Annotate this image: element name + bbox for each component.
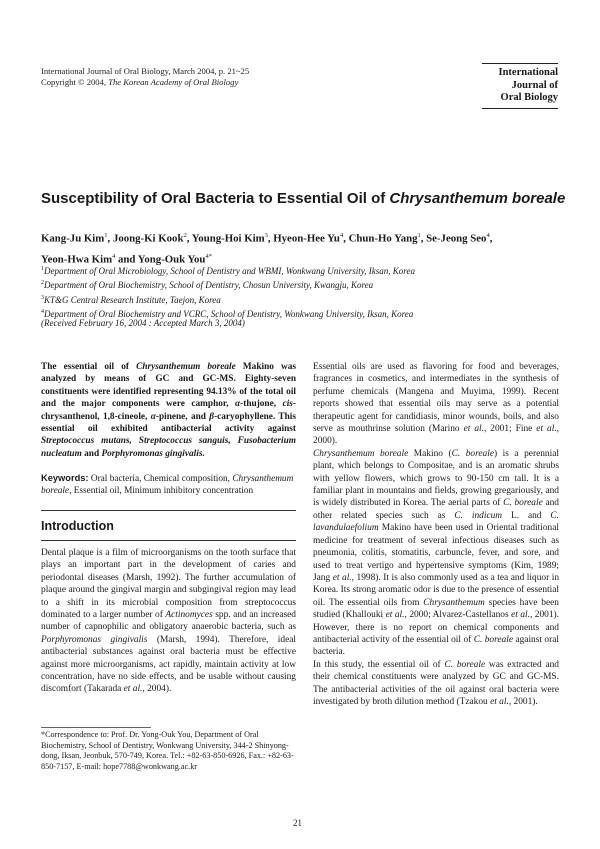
italic-run: C. lavandulaefolium bbox=[313, 510, 559, 534]
italic-run: Chrysanthemum boreale bbox=[41, 474, 294, 497]
author-name: Chun-Ho Yang bbox=[348, 232, 418, 245]
text-run: spp. and an increased number of capnophilic and obligatory anaerobic bacteria, such as bbox=[41, 610, 296, 633]
author-name: Joong-Ki Kook bbox=[112, 232, 184, 245]
introduction-paragraph bbox=[41, 547, 296, 696]
text-run: , 2000; Alvarez-Castellanos bbox=[404, 610, 512, 621]
text-run: and other related species such as bbox=[313, 498, 559, 521]
right-column-text bbox=[313, 361, 559, 708]
affiliation-text: Department of Oral Microbiology, School of Dentistry and WBMI, Wonkwang University, Iksan, Korea bbox=[44, 266, 415, 276]
journal-citation: International Journal of Oral Biology, March 2004, p. 21~25 bbox=[41, 66, 250, 76]
italic-run: Chrysanthemum bbox=[423, 597, 485, 608]
text-run: -caryophyllene. This essential oil exhibited antibacterial activity against bbox=[41, 411, 296, 435]
introduction-heading: Introduction bbox=[41, 519, 114, 533]
article-title bbox=[41, 190, 566, 207]
italic-run: et al. bbox=[490, 696, 509, 707]
paragraph bbox=[313, 361, 559, 448]
text-run: was extracted and their chemical constituents were analyzed by GC and GC-MS. The antibacterial activities of the oil against oral bacteria were investigated by broth dilution method (Tzakou bbox=[313, 659, 559, 707]
text-run: Essential oils are used as flavoring for food and beverages, fragrances in cosmetics, and intermediates in the synthesis of perfume chemicals (Mangena and Muyima, 1999). Recent reports showed that essential oils may serve as a potential therapeutic agent for candidiasis, minor wounds, boils, and also serve as mouthrinse solution (Marino bbox=[313, 362, 559, 435]
affiliation-text: KT&G Central Research Institute, Taejon, Korea bbox=[44, 294, 221, 305]
italic-run: β bbox=[209, 411, 215, 422]
affiliation-text: Department of Oral Biochemistry, School of Dentistry, Chosun University, Kwangju, Korea bbox=[44, 280, 374, 291]
italic-run: et al. bbox=[332, 572, 352, 583]
correspondence-footnote: *Correspondence to: Prof. Dr. Yong-Ouk You, Department of Oral Biochemistry, School of Dentistry, Wonkwang University, 344-2 Shinyong-dong, Iksan, Jeonbuk, 570-749, Korea. Tel.: +82-63-850-6926, Fax.: +82-63-850-7157, E-mail: hope7788@wonkwang.ac.kr bbox=[41, 730, 294, 771]
author-name: Yong-Ouk You bbox=[137, 253, 206, 266]
text-run: L. and bbox=[502, 510, 551, 521]
text-run: against oral bacteria. bbox=[313, 634, 559, 658]
journal-name-line: Oral Biology bbox=[500, 92, 558, 103]
italic-run: Porphyromonas gingivalis bbox=[41, 634, 148, 645]
italic-run: Streptococcus mutans, Streptococcus sanguis, Fusobacterium nucleatum bbox=[41, 436, 296, 459]
affiliation-list bbox=[41, 263, 561, 320]
affiliation bbox=[41, 263, 561, 277]
copyright-line bbox=[41, 77, 249, 88]
paragraph bbox=[313, 448, 559, 659]
copyright-symbol: © bbox=[78, 77, 85, 87]
italic-run: C. indicum bbox=[454, 510, 503, 521]
copyright-year: 2004, bbox=[84, 77, 109, 87]
italic-run: et al. bbox=[536, 424, 557, 435]
text-run: Dental plaque is a film of microorganisms on the tooth surface that plays an important part in the development of caries and periodontal diseases (Marsh, 1992). The further accumulation of plaque around the gingival margin and subgingival region may lead to a shift in its microbial composition from streptococcus dominated to a larger number of bbox=[41, 548, 296, 621]
affiliation-marker: 2 bbox=[41, 280, 44, 287]
affiliation-text: Department of Oral Biochemistry and VCRC, School of Dentistry, Wonkwang University, Iksan, Korea bbox=[44, 308, 414, 319]
author-affil: 1 bbox=[417, 232, 421, 239]
text-run: Makino ( bbox=[408, 448, 452, 459]
italic-run: et al. bbox=[123, 684, 143, 695]
section-divider bbox=[41, 540, 296, 541]
paragraph bbox=[313, 659, 559, 709]
affiliation-marker: 4 bbox=[41, 308, 44, 315]
text-run: , 2004). bbox=[142, 684, 172, 695]
author-affil: 1 bbox=[104, 232, 108, 239]
author-affil: 3 bbox=[264, 232, 268, 239]
affiliation bbox=[41, 292, 561, 306]
page-number: 21 bbox=[293, 818, 302, 828]
author-affil: 4 bbox=[112, 252, 116, 260]
italic-run: et al. bbox=[385, 610, 405, 621]
text-run: In this study, the essential oil of bbox=[313, 659, 445, 670]
text-run: (Marsh, 1994). Therefore, ideal antibacterial substances against oral bacteria must be effective against more microorganisms, act rapidly, maintain activity at low concentration, have no side effects, and be usable without causing discomfort (Takarada bbox=[41, 634, 297, 695]
italic-run: Chrysanthemum boreale bbox=[136, 362, 236, 372]
abstract bbox=[41, 361, 296, 460]
italic-run: C. boreale bbox=[444, 659, 486, 670]
author-list bbox=[41, 227, 561, 268]
title-species: Chrysanthemum boreale bbox=[389, 190, 566, 207]
text-run: , 1998). It is also commonly used as a tea and liquor in Korea. Its strong aromatic odor is due to the presence of essential oil. The essential oils from bbox=[313, 572, 560, 608]
text-run: , Essential oil, Minimum inhibitory concentration bbox=[69, 486, 254, 497]
text-run: , 2001; Fine bbox=[483, 424, 537, 435]
received-dates: (Received February 16, 2004 : Accepted March 3, 2004) bbox=[41, 318, 245, 328]
text-run: , 2001). bbox=[508, 696, 538, 707]
italic-run: Actinomyces bbox=[165, 610, 213, 621]
text-run: ) is a perennial plant, which belongs to Compositae, and is an aromatic shrubs with yellow flowers, which grows to 90-150 cm tall. It is a familiar plant in mountains and fields, growing gregariously, and is widely distributed in Korea. The aerial parts of bbox=[313, 448, 559, 509]
italic-run: C. boreale bbox=[503, 498, 543, 509]
author-name: Hyeon-Hee Yu bbox=[273, 232, 340, 245]
journal-citation-block bbox=[41, 66, 249, 88]
author-and: and bbox=[115, 253, 138, 266]
journal-name-box bbox=[482, 63, 558, 109]
author-name: Yeon-Hwa Kim bbox=[41, 253, 113, 266]
italic-run: Chrysanthemum boreale bbox=[313, 448, 409, 459]
italic-run: et al. bbox=[511, 610, 530, 621]
footnote-divider bbox=[41, 727, 151, 728]
author-affil: 4 bbox=[339, 232, 344, 239]
copyright-prefix: Copyright bbox=[41, 77, 79, 87]
italic-run: α bbox=[235, 399, 241, 410]
journal-name-line: Journal of bbox=[511, 79, 558, 91]
text-run: -chrysanthenol, 1,8-cineole, bbox=[41, 399, 296, 422]
text-run: Makino was analyzed by means of GC and GC-MS. Eighty-seven constituents were identified representing 94.13% of the total oil and the major components were camphor, bbox=[41, 362, 297, 410]
author-line-1: Kang-Ju Kim$^1$, Joong-Ki Kook$^2$, Young-Hoi Kim$^3$, Hyeon-Hee Yu$^4$, Chun-Ho Yang$^1$, Se-Jeong Seo$^4$, bbox=[41, 232, 493, 245]
text-run: Makino have been used in Oriental traditional medicine for treatment of several infectious diseases such as pneumonia, colitis, stomatitis, carbuncle, fever, and sore, and used to treat vertigo and hypertensive symptoms (Kim, 1989; Jang bbox=[313, 523, 559, 583]
text-run: species have been studied (Khallouki bbox=[313, 597, 559, 621]
text-run: and bbox=[81, 448, 102, 459]
text-run: -pinene, and bbox=[155, 411, 210, 422]
italic-run: α bbox=[150, 411, 156, 422]
text-run: -thujone, bbox=[240, 399, 283, 410]
title-main: Susceptibility of Oral Bacteria to Essential Oil of bbox=[41, 190, 390, 207]
copyright-org: The Korean Academy of Oral Biology bbox=[108, 77, 239, 87]
italic-run: C. boreale bbox=[451, 448, 494, 459]
author-name: Young-Hoi Kim bbox=[191, 232, 265, 245]
italic-run: cis bbox=[282, 399, 293, 410]
author-affil: 4 bbox=[486, 232, 490, 239]
affiliation-marker: 3 bbox=[41, 294, 44, 301]
author-name: Se-Jeong Seo bbox=[426, 232, 487, 245]
italic-run: et al. bbox=[463, 424, 484, 435]
keywords bbox=[41, 472, 296, 498]
text-run: , 2000). bbox=[313, 424, 560, 447]
author-affil: 4* bbox=[205, 252, 212, 260]
author-affil: 2 bbox=[183, 232, 187, 239]
keywords-label: Keywords: bbox=[41, 473, 89, 483]
italic-run: Porphyromonas gingivalis. bbox=[101, 448, 205, 459]
text-run: Oral bacteria, Chemical composition, bbox=[88, 474, 233, 484]
author-name: Kang-Ju Kim bbox=[41, 232, 105, 245]
text-run: , 2001). However, there is no report on chemical components and antibacterial activity of the essential oil of bbox=[313, 610, 560, 645]
italic-run: C. boreale bbox=[473, 634, 514, 645]
text-run: The essential oil of bbox=[41, 362, 137, 372]
journal-name-line: International bbox=[498, 67, 558, 78]
affiliation bbox=[41, 277, 561, 291]
section-divider bbox=[41, 510, 296, 511]
affiliation-marker: 1 bbox=[41, 266, 44, 272]
